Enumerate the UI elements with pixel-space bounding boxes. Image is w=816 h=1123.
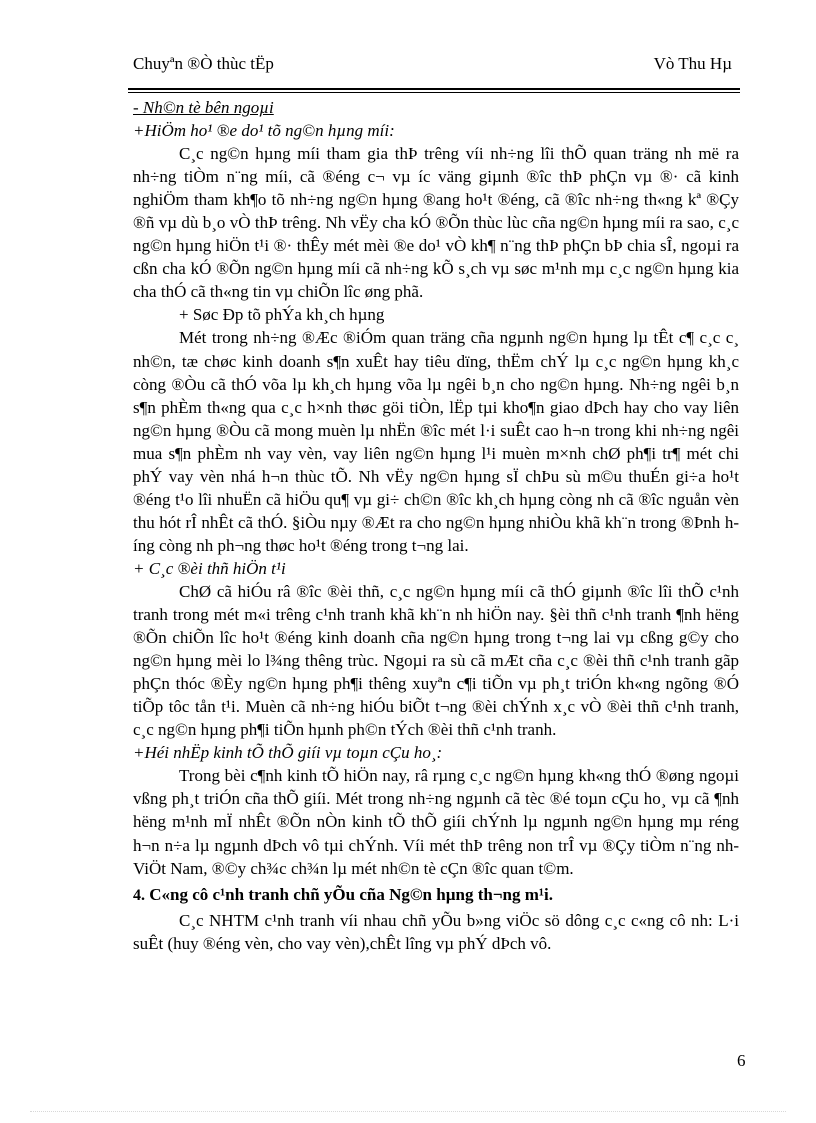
- header-author: Vò Thu Hµ: [653, 54, 732, 73]
- paragraph-integration: Trong bèi c¶nh kinh tÕ hiÖn nay, râ rµng c¸c ng©n hµng kh«ng thÓ ®øng ngoµi vßng ph¸t triÓn cña thÕ giíi. Mét trong nh÷ng ngµnh cã tèc ®é toµn cÇu ho¸ vµ cã ¶nh hëng m¹nh mÏ nhÊt ®Õn nÒn kinh tÕ thÕ giíi chÝnh lµ ngµnh ng©n hµng mµ réng h¬n n÷a lµ ngµnh dÞch vô tµi chÝnh. Víi mét thÞ trêng non trÎ vµ ®Çy tiÒm n¨ng nh ViÖt Nam, ®©y ch¾c ch¾n lµ mét nh©n tè cÇn ®îc quan t©m.: [133, 766, 739, 878]
- page-bottom-dotted-line: [30, 1111, 786, 1112]
- paragraph-customers: Mét trong nh÷ng ®Æc ®iÓm quan träng cña ngµnh ng©n hµng lµ tÊt c¶ c¸c c¸ nh©n, tæ chøc kinh doanh s¶n xuÊt hay tiêu dïng, thËm chÝ lµ c¸c ng©n hµng kh¸c còng ®Òu cã thÓ võa lµ kh¸ch hµng võa lµ ngêi b¸n cho ng©n hµng. Nh÷ng ngêi b¸n s¶n phÈm th«ng qua c¸c h×nh thøc göi tiÒn, lËp tµi kho¶n giao dÞch hay cho vay liên ng©n hµng ®Òu cã mong muèn lµ nhËn ®îc mét l·i suÊt cao h¬n trong khi nh÷ng ngêi mua s¶n phÈm nh vay vèn, vay liên ng©n hµng l¹i muèn m×nh chØ ph¶i tr¶ mét chi phÝ vay vèn nhá h¬n thùc tÕ. Nh vËy ng©n hµng sÏ chÞu sù m©u thuÉn gi÷a ho¹t ®éng t¹o lîi nhuËn cã hiÖu qu¶ vµ gi÷ ch©n ®îc kh¸ch hµng còng nh cã ®îc nguån vèn thu hót rÎ nhÊt cã thÓ. §iÒu nµy ®Æt ra cho ng©n hµng nhiÒu khã kh¨n trong ®Þnh híng còng nh ph¬ng thøc ho¹t ®éng trong t¬ng lai.: [133, 328, 739, 555]
- heading-number: 4.: [133, 886, 145, 904]
- section-title: - Nh©n tè bên ngoµi: [133, 98, 274, 117]
- subsection-title-competitors: + C¸c ®èi thñ hiÖn t¹i: [133, 558, 286, 578]
- paragraph-new-banks: C¸c ng©n hµng míi tham gia thÞ trêng víi nh÷ng lîi thÕ quan träng nh më ra nh÷ng tiÒm n¨ng míi, cã ®éng c¬ vµ íc väng giµnh ®îc thÞ phÇn vµ ®· cã kinh nghiÖm tham kh¶o tõ nh÷ng ng©n hµng ®ang ho¹t ®éng, cã ®îc nh÷ng th«ng kª ®Çy ®ñ vµ dù b¸o vÒ thÞ trêng. Nh vËy cha kÓ ®Õn thùc lùc cña ng©n hµng míi ra sao, c¸c ng©n hµng hiÖn t¹i ®· thÊy mét mèi ®e do¹ vÒ kh¶ n¨ng thÞ phÇn bÞ chia sÎ, ngoµi ra cßn cha kÓ ®Õn ng©n hµng míi cã nh÷ng kÕ s¸ch vµ søc m¹nh mµ c¸c ng©n hµng kia cha thÓ cã th«ng tin vµ chiÕn lîc øng phã.: [133, 144, 739, 302]
- paragraph-tools: C¸c NHTM c¹nh tranh víi nhau chñ yÕu b»ng viÖc sö dông c¸c c«ng cô nh: L·i suÊt (huy ®éng vèn, cho vay vèn),chÊt lîng vµ phÝ dÞch vô.: [133, 910, 739, 953]
- heading-text: C«ng cô c¹nh tranh chñ yÕu cña Ng©n hµng th¬ng m¹i.: [149, 884, 553, 904]
- paragraph-competitors: ChØ cã hiÓu râ ®îc ®èi thñ, c¸c ng©n hµng míi cã thÓ giµnh ®îc lîi thÕ c¹nh tranh trong mét m«i trêng c¹nh tranh khã kh¨n nh hiÖn nay. §èi thñ c¹nh tranh ¶nh hëng ®Õn chiÕn lîc ho¹t ®éng kinh doanh cña ng©n hµng trong t¬ng lai vµ cßng g©y cho ng©n hµng mèi lo l¾ng thêng trùc. Ngoµi ra sù cã mÆt cña c¸c ®èi thñ c¹nh tranh gãp phÇn thóc ®Èy ng©n hµng ph¶i thêng xuyªn c¶i tiÕn vµ ph¸t triÓn kh«ng ngõng ®Ó tiÕp tôc tån t¹i. Muèn cã nh÷ng hiÓu biÕt t¬ng ®èi chÝnh x¸c vÒ ®èi thñ c¹nh tranh, c¸c ng©n hµng ph¶i tiÕn hµnh ph©n tÝch ®èi thñ c¹nh tranh.: [133, 581, 739, 740]
- subsection-title-integration: +Héi nhËp kinh tÕ thÕ giíi vµ toµn cÇu ho¸:: [133, 743, 443, 763]
- subsection-title-customers: + Søc Ðp tõ phÝa kh¸ch hµng: [179, 305, 385, 325]
- header-rule-thick: [128, 88, 740, 90]
- subsection-title-new-banks: +HiÖm ho¹ ®e do¹ tõ ng©n hµng míi:: [133, 121, 395, 141]
- page-number: 6: [737, 1051, 746, 1070]
- header-title: Chuyªn ®Ò thùc tËp: [133, 54, 274, 73]
- header-rule-thin: [128, 92, 740, 93]
- document-body: [133, 96, 739, 955]
- page-header: [133, 54, 732, 76]
- section-heading: [133, 883, 739, 907]
